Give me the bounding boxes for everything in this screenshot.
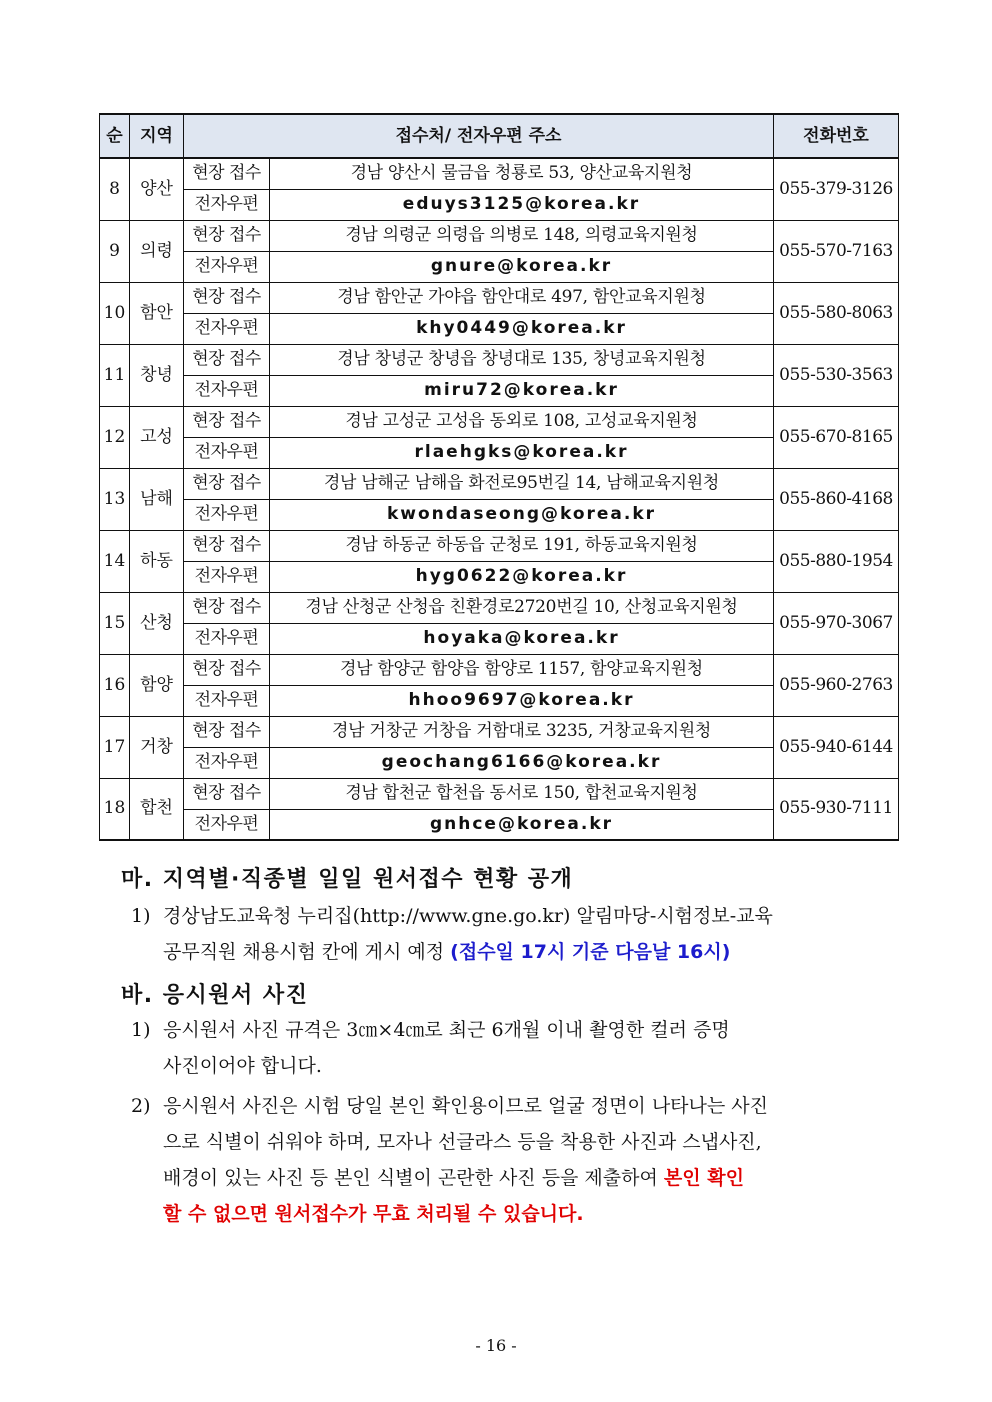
phone-number: 055-580-8063: [774, 282, 899, 344]
item-number: 1): [131, 1019, 151, 1041]
region-name: 고성: [130, 406, 184, 468]
onsite-label: 현장 접수: [184, 158, 270, 189]
office-address: 경남 창녕군 창녕읍 창녕대로 135, 창녕교육지원청: [270, 344, 774, 375]
phone-number: 055-530-3563: [774, 344, 899, 406]
office-address: 경남 하동군 하동읍 군청로 191, 하동교육지원청: [270, 530, 774, 561]
onsite-label: 현장 접수: [184, 716, 270, 747]
table-body: [100, 158, 899, 840]
onsite-label: 현장 접수: [184, 282, 270, 313]
email-address: geochang6166@korea.kr: [270, 747, 774, 778]
row-number: 13: [100, 468, 130, 530]
table-row: [100, 158, 899, 189]
row-number: 18: [100, 778, 130, 840]
region-name: 창녕: [130, 344, 184, 406]
email-label: 전자우편: [184, 437, 270, 468]
section-ba-item-2-line-2: [131, 1124, 901, 1160]
page-number: - 16 -: [475, 1336, 517, 1355]
email-address: miru72@korea.kr: [270, 375, 774, 406]
region-name: 함안: [130, 282, 184, 344]
email-label: 전자우편: [184, 375, 270, 406]
row-number: 9: [100, 220, 130, 282]
region-name: 하동: [130, 530, 184, 592]
row-number: 17: [100, 716, 130, 778]
region-name: 산청: [130, 592, 184, 654]
office-address: 경남 함양군 함양읍 함양로 1157, 함양교육지원청: [270, 654, 774, 685]
onsite-label: 현장 접수: [184, 778, 270, 809]
phone-number: 055-670-8165: [774, 406, 899, 468]
office-address: 경남 양산시 물금읍 청룡로 53, 양산교육지원청: [270, 158, 774, 189]
row-number: 15: [100, 592, 130, 654]
office-address: 경남 남해군 남해읍 화전로95번길 14, 남해교육지원청: [270, 468, 774, 499]
email-label: 전자우편: [184, 747, 270, 778]
row-number: 12: [100, 406, 130, 468]
region-name: 함양: [130, 654, 184, 716]
section-ma-title: 마. 지역별·직종별 일일 원서접수 현황 공개: [121, 867, 574, 892]
section-ba-item-1: [131, 1012, 901, 1084]
row-number: 14: [100, 530, 130, 592]
table-row: [100, 778, 899, 809]
phone-number: 055-860-4168: [774, 468, 899, 530]
phone-number: 055-880-1954: [774, 530, 899, 592]
region-name: 남해: [130, 468, 184, 530]
header-region: 지역: [130, 114, 184, 158]
email-address: hhoo9697@korea.kr: [270, 685, 774, 716]
email-label: 전자우편: [184, 251, 270, 282]
email-label: 전자우편: [184, 685, 270, 716]
table-row: [100, 592, 899, 623]
office-address: 경남 거창군 거창읍 거함대로 3235, 거창교육지원청: [270, 716, 774, 747]
email-address: gnhce@korea.kr: [270, 809, 774, 840]
onsite-label: 현장 접수: [184, 592, 270, 623]
email-address: gnure@korea.kr: [270, 251, 774, 282]
item-text: 공무직원 채용시험 칸에 게시 예정: [163, 941, 451, 963]
region-name: 양산: [130, 158, 184, 220]
email-label: 전자우편: [184, 313, 270, 344]
onsite-label: 현장 접수: [184, 530, 270, 561]
onsite-label: 현장 접수: [184, 344, 270, 375]
email-label: 전자우편: [184, 189, 270, 220]
phone-number: 055-570-7163: [774, 220, 899, 282]
schedule-highlight: (접수일 17시 기준 다음날 16시): [450, 941, 731, 963]
office-table-wrapper: [99, 113, 898, 841]
email-label: 전자우편: [184, 561, 270, 592]
office-address: 경남 산청군 산청읍 친환경로2720번길 10, 산청교육지원청: [270, 592, 774, 623]
phone-number: 055-960-2763: [774, 654, 899, 716]
table-row: [100, 468, 899, 499]
section-ma-item-1-line-1: [131, 898, 901, 934]
email-label: 전자우편: [184, 499, 270, 530]
section-ba-item-2-line-1: [131, 1088, 901, 1124]
table-row: [100, 220, 899, 251]
section-ma-item-1: [131, 898, 901, 970]
email-label: 전자우편: [184, 623, 270, 654]
section-ba-item-1-line-2: [131, 1048, 901, 1084]
section-ba-title: 바. 응시원서 사진: [121, 983, 309, 1008]
onsite-label: 현장 접수: [184, 654, 270, 685]
onsite-label: 현장 접수: [184, 220, 270, 251]
email-address: kwondaseong@korea.kr: [270, 499, 774, 530]
item-number: 2): [131, 1095, 151, 1117]
office-address: 경남 함안군 가야읍 함안대로 497, 함안교육지원청: [270, 282, 774, 313]
email-label: 전자우편: [184, 809, 270, 840]
onsite-label: 현장 접수: [184, 406, 270, 437]
item-text: 응시원서 사진은 시험 당일 본인 확인용이므로 얼굴 정면이 나타나는 사진: [163, 1095, 768, 1117]
region-name: 합천: [130, 778, 184, 840]
email-address: rlaehgks@korea.kr: [270, 437, 774, 468]
row-number: 8: [100, 158, 130, 220]
row-number: 16: [100, 654, 130, 716]
office-address: 경남 고성군 고성읍 동외로 108, 고성교육지원청: [270, 406, 774, 437]
table-row: [100, 530, 899, 561]
item-number: 1): [131, 905, 151, 927]
section-ma-item-1-line-2: [131, 934, 901, 970]
item-text: 으로 식별이 쉬워야 하며, 모자나 선글라스 등을 착용한 사진과 스냅사진,: [163, 1131, 762, 1153]
email-address: khy0449@korea.kr: [270, 313, 774, 344]
table-row: [100, 654, 899, 685]
office-address: 경남 합천군 합천읍 동서로 150, 합천교육지원청: [270, 778, 774, 809]
email-address: hyg0622@korea.kr: [270, 561, 774, 592]
region-name: 거창: [130, 716, 184, 778]
row-number: 11: [100, 344, 130, 406]
onsite-label: 현장 접수: [184, 468, 270, 499]
office-address: 경남 의령군 의령읍 의병로 148, 의령교육지원청: [270, 220, 774, 251]
phone-number: 055-930-7111: [774, 778, 899, 840]
phone-number: 055-940-6144: [774, 716, 899, 778]
section-ba-item-2-line-4: [131, 1196, 901, 1232]
email-address: eduys3125@korea.kr: [270, 189, 774, 220]
table-row: [100, 344, 899, 375]
header-address: 접수처/ 전자우편 주소: [184, 114, 774, 158]
section-ba-item-2: [131, 1088, 901, 1232]
header-num: 순: [100, 114, 130, 158]
section-ba-item-2-line-3: [131, 1160, 901, 1196]
item-text: 사진이어야 합니다.: [163, 1055, 322, 1077]
table-header-row: [100, 114, 899, 158]
row-number: 10: [100, 282, 130, 344]
email-address: hoyaka@korea.kr: [270, 623, 774, 654]
phone-number: 055-970-3067: [774, 592, 899, 654]
table-row: [100, 282, 899, 313]
section-ba-item-1-line-1: [131, 1012, 901, 1048]
warning-text: 할 수 없으면 원서접수가 무효 처리될 수 있습니다.: [163, 1203, 584, 1225]
header-phone: 전화번호: [774, 114, 899, 158]
table-row: [100, 716, 899, 747]
region-name: 의령: [130, 220, 184, 282]
table-row: [100, 406, 899, 437]
item-text: 응시원서 사진 규격은 3㎝×4㎝로 최근 6개월 이내 촬영한 컬러 증명: [163, 1019, 730, 1041]
office-contact-table: [99, 113, 899, 841]
item-text: 배경이 있는 사진 등 본인 식별이 곤란한 사진 등을 제출하여: [163, 1167, 664, 1189]
phone-number: 055-379-3126: [774, 158, 899, 220]
warning-text: 본인 확인: [663, 1167, 744, 1189]
item-text: 경상남도교육청 누리집(http://www.gne.go.kr) 알림마당-시험정보-교육: [163, 905, 773, 927]
